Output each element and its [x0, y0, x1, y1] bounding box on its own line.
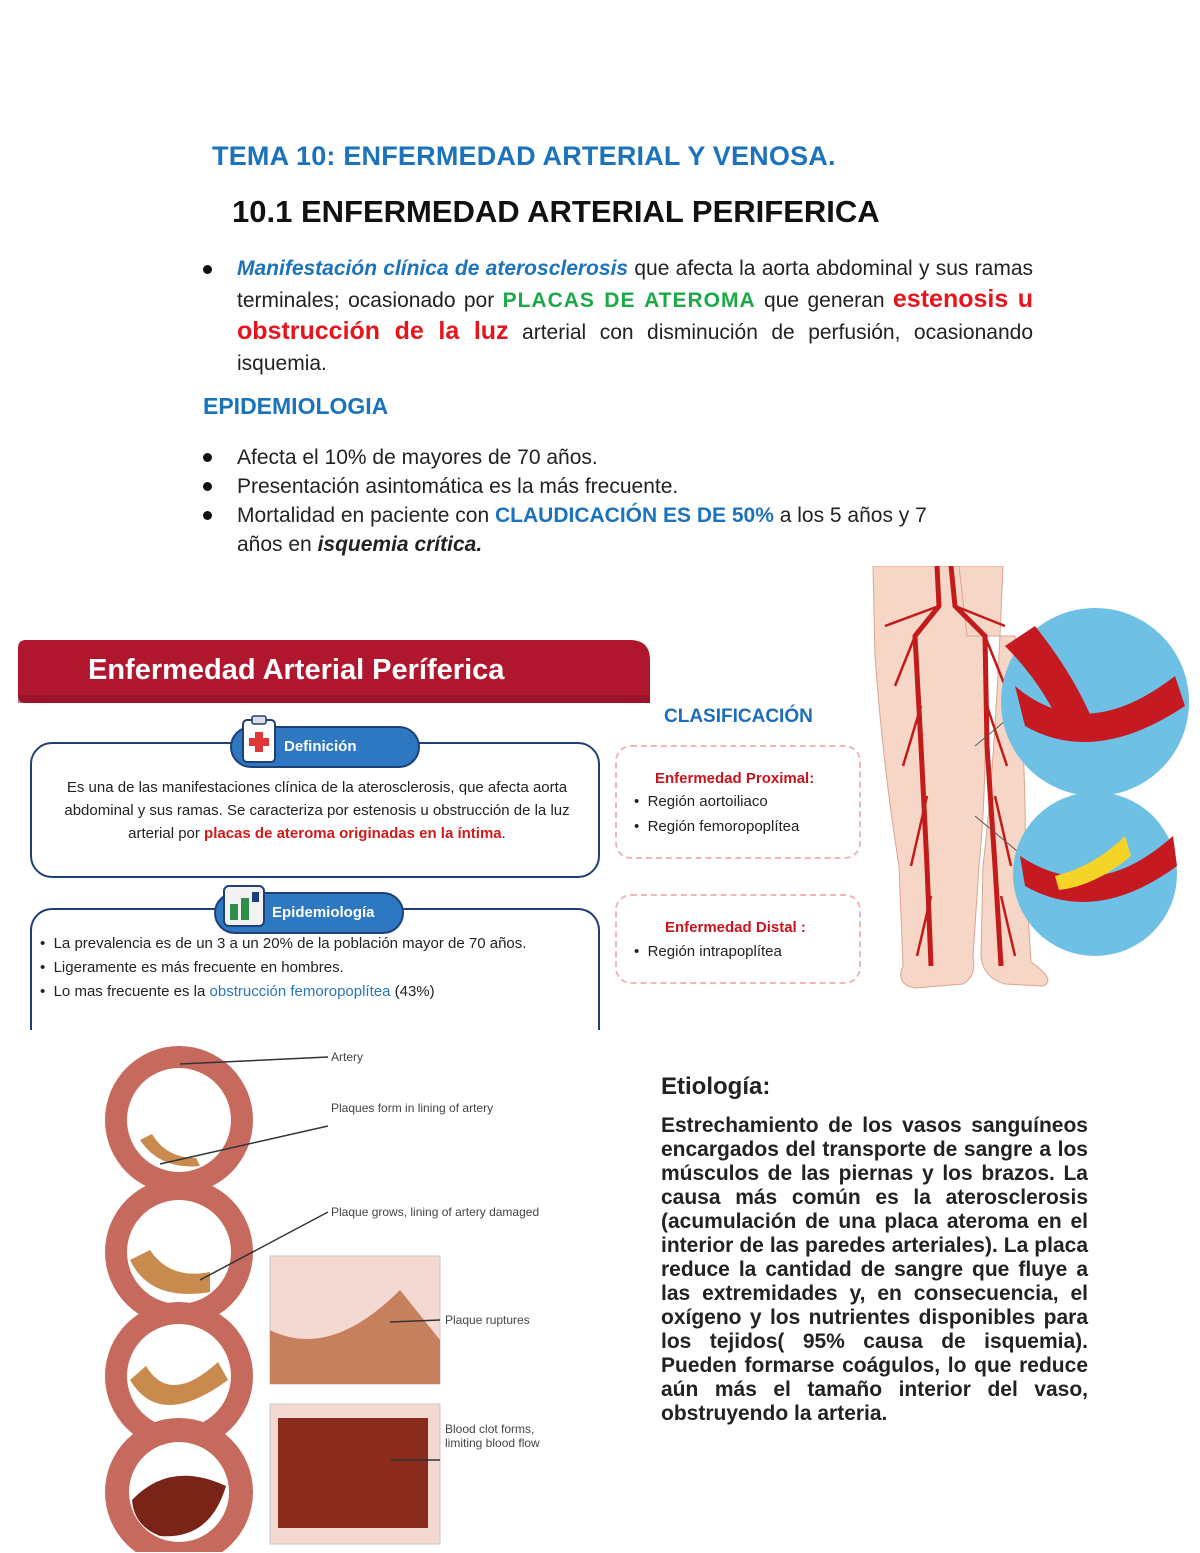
- topic-title: TEMA 10: ENFERMEDAD ARTERIAL Y VENOSA.: [212, 141, 836, 171]
- artery-label: Artery: [331, 1050, 364, 1064]
- bullet-icon: [203, 265, 212, 274]
- list-item: • Región femoropoplítea: [634, 818, 800, 835]
- proximal-title: Enfermedad Proximal:: [655, 770, 815, 787]
- artery-label: Blood clot forms,: [445, 1422, 535, 1436]
- artery-label: Plaque ruptures: [445, 1313, 530, 1327]
- list-item: Afecta el 10% de mayores de 70 años.: [237, 446, 598, 469]
- section-title: 10.1 ENFERMEDAD ARTERIAL PERIFERICA: [232, 194, 880, 229]
- clipboard-icon: [240, 714, 280, 766]
- artery-progression-illustration: [100, 1040, 580, 1552]
- etiology-text: Estrechamiento de los vasos sanguíneos encargados del transporte de sangre a los músculos de las piernas y los brazos. La causa más común es la aterosclerosis (acumulación de una placa ateroma en el interior de las paredes arteriales). La placa reduce la cantidad de sangre que fluye a las extremidades y, en consecuencia, el oxígeno y los nutrientes disponibles para los tejidos( 95% causa de isquemia). Pueden formarse coágulos, lo que reduce aún más el tamaño interior del vaso, obstruyendo la arteria.: [661, 1114, 1088, 1425]
- etiology-heading: Etiología:: [661, 1073, 771, 1100]
- bullet-icon: [203, 453, 212, 462]
- definition-pill: Definición: [230, 726, 420, 768]
- artery-label: Plaques form in lining of artery: [331, 1101, 494, 1115]
- list-item: Mortalidad en paciente con CLAUDICACIÓN ES DE 50% a los 5 años y 7: [237, 504, 927, 527]
- classification-heading: CLASIFICACIÓN: [664, 706, 813, 727]
- list-item: • La prevalencia es de un 3 a un 20% de la población mayor de 70 años.: [40, 935, 527, 952]
- list-item: años en isquemia crítica.: [237, 533, 483, 556]
- list-item: Presentación asintomática es la más frecuente.: [237, 475, 679, 498]
- artery-label: Plaque grows, lining of artery damaged: [331, 1205, 540, 1219]
- bullet-icon: [203, 511, 212, 520]
- epidemiology-list: [237, 443, 1037, 559]
- banner-title: Enfermedad Arterial Períferica: [88, 654, 505, 686]
- epidemiology-heading: EPIDEMIOLOGIA: [203, 393, 389, 419]
- definition-text: Es una de las manifestaciones clínica de la aterosclerosis, que afecta aorta abdominal y sus ramas. Se caracteriza por estenosis u obstrucción de la luz arterial por placas de ateroma originadas en la íntima.: [64, 779, 570, 842]
- definition-paragraph: Manifestación clínica de aterosclerosis que afecta la aorta abdominal y sus ramas terminales; ocasionado por PLACAS DE ATEROMA que generan estenosis u obstrucción de la luz arterial con disminución de perfusión, ocasionando isquemia.: [237, 257, 1033, 375]
- artery-label: limiting blood flow: [445, 1436, 540, 1450]
- list-item: • Ligeramente es más frecuente en hombres.: [40, 959, 344, 976]
- list-item: • Lo mas frecuente es la obstrucción femoropoplítea (43%): [40, 983, 435, 1000]
- list-item: • Región aortoiliaco: [634, 793, 768, 810]
- chart-board-icon: [222, 882, 266, 930]
- distal-box: [615, 894, 861, 984]
- epidemiology-pill: Epidemiología: [214, 892, 404, 934]
- list-item: • Región intrapoplítea: [634, 943, 782, 960]
- legs-artery-illustration: [855, 566, 1190, 996]
- infographic-epi-list: [40, 932, 526, 1004]
- distal-title: Enfermedad Distal :: [665, 919, 806, 936]
- bullet-icon: [203, 482, 212, 491]
